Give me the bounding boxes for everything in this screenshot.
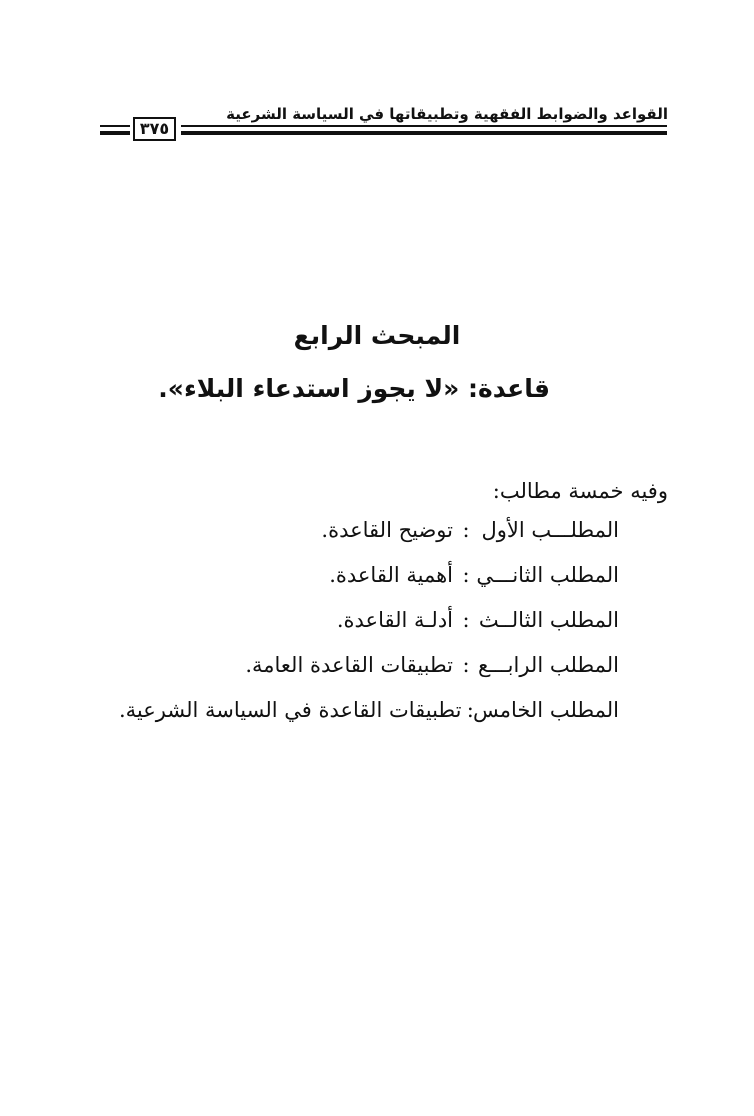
topic-description: أهمية القاعدة.	[329, 563, 453, 587]
topic-item-1	[119, 514, 619, 559]
topic-description: أدلـة القاعدة.	[336, 608, 453, 632]
topic-label: المطلب الخامس	[472, 698, 619, 722]
topics-list	[119, 514, 619, 739]
header-rule-thick-left	[100, 131, 130, 135]
topic-separator: :	[462, 653, 470, 677]
topic-description: تطبيقات القاعدة العامة.	[245, 653, 453, 677]
topic-description: تطبيقات القاعدة في السياسة الشرعية.	[119, 698, 462, 722]
topic-separator: :	[462, 608, 470, 632]
topic-label: المطلـــب الأول	[481, 518, 619, 542]
topic-description: توضيح القاعدة.	[321, 518, 453, 542]
header-rule-thin-right	[181, 125, 667, 127]
topic-label: المطلب الثانـــي	[476, 563, 619, 587]
section-title: المبحث الرابع	[293, 321, 461, 350]
topic-separator: :	[462, 563, 470, 587]
running-header-title: القواعد والضوابط الفقهية وتطبيقاتها في السياسة الشرعية	[226, 105, 668, 123]
intro-text: وفيه خمسة مطالب:	[492, 479, 668, 503]
topic-item-4	[119, 649, 619, 694]
header-rule-thick-right	[181, 131, 667, 135]
topic-item-5	[119, 694, 619, 739]
topic-item-3	[119, 604, 619, 649]
topic-separator: :	[462, 518, 470, 542]
page-number-box: ٣٧٥	[133, 117, 176, 141]
topic-item-2	[119, 559, 619, 604]
header-rule-thin-left	[100, 125, 130, 127]
rule-title: قاعدة: «لا يجوز استدعاء البلاء».	[158, 374, 550, 403]
topic-label: المطلب الرابـــع	[478, 653, 619, 677]
topic-separator: :	[466, 698, 474, 722]
topic-label: المطلب الثالــث	[478, 608, 619, 632]
